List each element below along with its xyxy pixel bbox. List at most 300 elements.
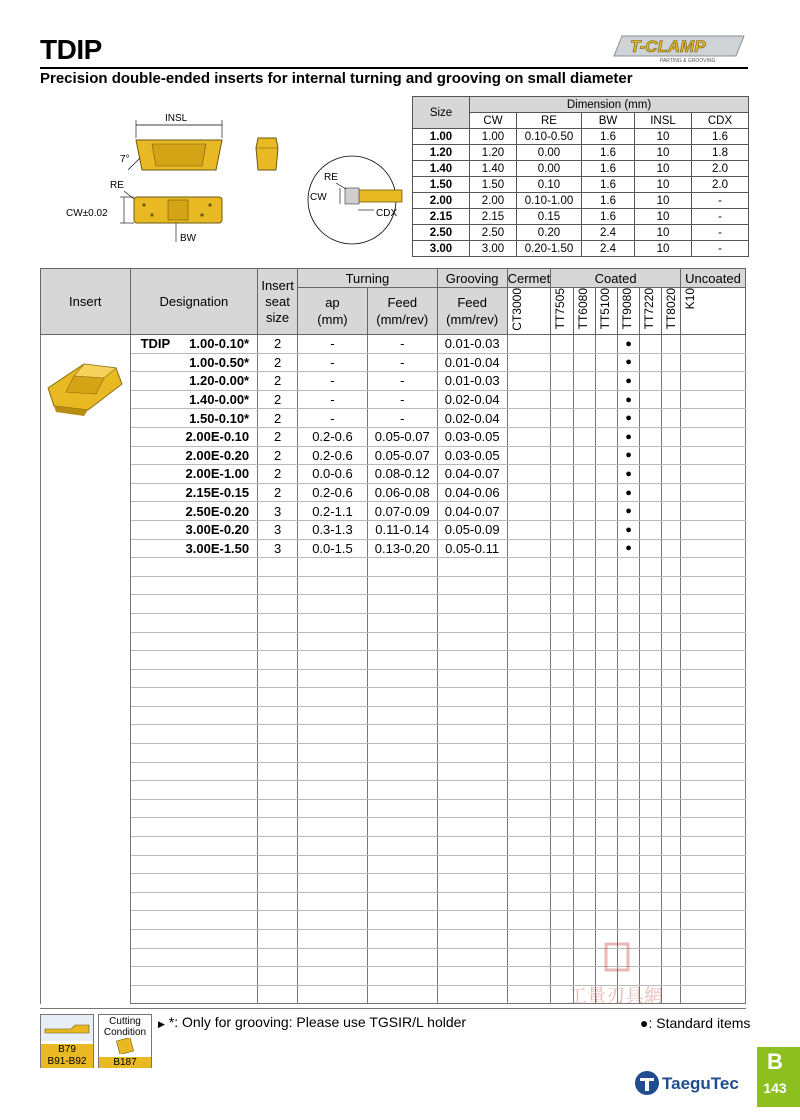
empty-table-row: [41, 688, 746, 707]
col-group-uncoated: Uncoated: [680, 269, 745, 288]
grade-cell-tt7505: [551, 372, 574, 391]
grade-cell-ct3000: [507, 725, 551, 744]
grade-cell-tt5100: [596, 595, 618, 614]
grade-cell-tt7505: [551, 576, 574, 595]
table-row: [41, 465, 746, 484]
designation-cell: [130, 446, 258, 465]
gfeed-cell: [437, 985, 507, 1004]
grade-cell-ct3000: [507, 762, 551, 781]
designation-cell: [130, 520, 258, 539]
grade-cell-ct3000: [507, 446, 551, 465]
dimension-table: [412, 96, 749, 257]
designation-code: 2.00E-1.00: [185, 466, 250, 482]
grade-k10: K10: [680, 288, 745, 335]
empty-table-row: [41, 837, 746, 856]
grade-cell-tt5100: [596, 558, 618, 577]
seat-cell: [258, 558, 298, 577]
grade-cell-tt8020: [662, 725, 681, 744]
seat-cell: [258, 688, 298, 707]
feed-cell: 0.05-0.07: [367, 446, 437, 465]
grade-cell-tt7505: [551, 465, 574, 484]
grade-cell-tt6080: [574, 688, 596, 707]
grade-cell-ct3000: [507, 372, 551, 391]
grade-cell-ct3000: [507, 483, 551, 502]
grooving-note: [158, 1014, 466, 1030]
dim-cell-cdx: -: [692, 241, 749, 257]
feed-cell: -: [367, 372, 437, 391]
seat-cell: 2: [258, 483, 298, 502]
seat-cell: 3: [258, 539, 298, 558]
designation-code: 1.00-0.10*: [189, 336, 250, 352]
feed-cell: [367, 818, 437, 837]
grade-cell-tt7220: [640, 539, 662, 558]
dim-cell-re: 0.20-1.50: [517, 241, 582, 257]
dim-cell-insl: 10: [635, 177, 692, 193]
grade-cell-k10: [680, 558, 745, 577]
grade-cell-tt7505: [551, 818, 574, 837]
seat-cell: [258, 595, 298, 614]
ap-cell: [298, 930, 368, 949]
grade-cell-tt7220: [640, 781, 662, 800]
dim-cell-cw: 2.15: [470, 209, 517, 225]
gfeed-cell: [437, 781, 507, 800]
grade-cell-tt7220: [640, 595, 662, 614]
grade-cell-tt5100: [596, 837, 618, 856]
seat-cell: [258, 706, 298, 725]
feed-cell: [367, 892, 437, 911]
grade-cell-tt5100: [596, 725, 618, 744]
grade-cell-tt6080: [574, 409, 596, 428]
feed-cell: [367, 706, 437, 725]
dim-table-row: [413, 209, 749, 225]
seat-cell: [258, 930, 298, 949]
dim-table-row: [413, 161, 749, 177]
grade-tt5100: TT5100: [596, 288, 618, 335]
grade-cell-ct3000: [507, 911, 551, 930]
designation-cell: [130, 558, 258, 577]
designation-cell: [130, 669, 258, 688]
designation-prefix: TDIP: [140, 336, 171, 352]
grade-cell-ct3000: [507, 930, 551, 949]
gfeed-cell: [437, 930, 507, 949]
grade-cell-tt9080: [618, 762, 640, 781]
designation-cell: [130, 595, 258, 614]
ap-cell: [298, 669, 368, 688]
grade-cell-tt7220: [640, 725, 662, 744]
designation-cell: [130, 502, 258, 521]
dim-col-cw: CW: [470, 113, 517, 129]
grade-cell-tt9080: ●: [618, 446, 640, 465]
designation-code: 1.20-0.00*: [189, 373, 250, 389]
ap-cell: -: [298, 335, 368, 354]
seat-cell: [258, 613, 298, 632]
seat-cell: 2: [258, 427, 298, 446]
feed-cell: [367, 669, 437, 688]
grade-cell-tt6080: [574, 669, 596, 688]
insert-detail-view: [308, 156, 402, 244]
grade-cell-tt5100: [596, 688, 618, 707]
seat-cell: [258, 725, 298, 744]
grade-cell-tt7220: [640, 613, 662, 632]
col-seat-size: [258, 269, 298, 335]
grade-cell-tt5100: [596, 446, 618, 465]
seat-cell: 2: [258, 353, 298, 372]
ap-cell: [298, 558, 368, 577]
grade-cell-tt7505: [551, 911, 574, 930]
section-tab: [757, 1047, 800, 1107]
col-turning-feed: [367, 288, 437, 335]
grade-cell-tt7220: [640, 855, 662, 874]
grade-cell-tt5100: [596, 483, 618, 502]
designation-code: 1.00-0.50*: [189, 354, 250, 370]
gfeed-cell: [437, 967, 507, 986]
grade-cell-k10: [680, 539, 745, 558]
feed-cell: [367, 613, 437, 632]
grade-cell-ct3000: [507, 967, 551, 986]
designation-cell: [130, 353, 258, 372]
grade-cell-k10: [680, 855, 745, 874]
dim-cell-re: 0.20: [517, 225, 582, 241]
grade-cell-tt7220: [640, 651, 662, 670]
gfeed-cell: [437, 892, 507, 911]
grade-cell-tt8020: [662, 874, 681, 893]
grade-cell-tt7220: [640, 688, 662, 707]
grade-cell-k10: [680, 502, 745, 521]
grade-cell-tt8020: [662, 409, 681, 428]
insert-product-image: [44, 358, 126, 420]
feed-cell: [367, 781, 437, 800]
ap-cell: [298, 948, 368, 967]
taegutec-logo-icon: [634, 1070, 660, 1096]
grade-cell-tt9080: [618, 632, 640, 651]
grade-ct3000: CT3000: [507, 288, 551, 335]
grade-cell-tt7220: [640, 446, 662, 465]
dim-cell-insl: 10: [635, 145, 692, 161]
grade-cell-tt5100: [596, 651, 618, 670]
grade-cell-tt7220: [640, 892, 662, 911]
dim-cell-insl: 10: [635, 193, 692, 209]
grade-cell-tt7220: [640, 911, 662, 930]
grade-cell-k10: [680, 372, 745, 391]
dim-cell-size: 1.20: [413, 145, 470, 161]
grade-cell-tt6080: [574, 651, 596, 670]
ap-cell: 0.2-0.6: [298, 446, 368, 465]
table-row: [41, 446, 746, 465]
grade-cell-tt7505: [551, 837, 574, 856]
ap-cell: [298, 967, 368, 986]
designation-cell: [130, 632, 258, 651]
dim-cell-cw: 1.40: [470, 161, 517, 177]
grade-cell-tt7505: [551, 595, 574, 614]
designation-cell: [130, 427, 258, 446]
grade-cell-ct3000: [507, 465, 551, 484]
grade-cell-ct3000: [507, 892, 551, 911]
dim-col-re: RE: [517, 113, 582, 129]
grade-cell-tt9080: ●: [618, 372, 640, 391]
gfeed-cell: [437, 706, 507, 725]
table-row: [41, 390, 746, 409]
empty-table-row: [41, 762, 746, 781]
grade-cell-k10: [680, 837, 745, 856]
feed-cell: [367, 930, 437, 949]
grade-cell-k10: [680, 446, 745, 465]
col-group-turning: Turning: [298, 269, 438, 288]
feed-cell: [367, 799, 437, 818]
dim-cell-bw: 1.6: [582, 177, 635, 193]
grade-cell-tt8020: [662, 744, 681, 763]
seat-cell: [258, 837, 298, 856]
holder-reference-box[interactable]: [40, 1014, 94, 1068]
grade-cell-tt7220: [640, 372, 662, 391]
grade-cell-tt5100: [596, 911, 618, 930]
re-label: RE: [110, 180, 124, 191]
gfeed-cell: [437, 948, 507, 967]
dim-col-cdx: CDX: [692, 113, 749, 129]
dim-cell-bw: 2.4: [582, 241, 635, 257]
designation-cell: [130, 967, 258, 986]
dim-cell-cdx: 1.8: [692, 145, 749, 161]
grade-cell-tt5100: [596, 427, 618, 446]
dim-cell-cdx: 2.0: [692, 177, 749, 193]
feed-cell: [367, 744, 437, 763]
grade-cell-tt8020: [662, 837, 681, 856]
grade-cell-k10: [680, 427, 745, 446]
ap-cell: [298, 706, 368, 725]
ap-cell: [298, 837, 368, 856]
seat-cell: [258, 892, 298, 911]
grade-cell-tt8020: [662, 353, 681, 372]
grade-cell-tt8020: [662, 427, 681, 446]
grade-tt6080: TT6080: [574, 288, 596, 335]
grade-cell-tt7220: [640, 390, 662, 409]
grade-cell-tt6080: [574, 446, 596, 465]
grade-cell-tt5100: [596, 781, 618, 800]
gfeed-cell: [437, 744, 507, 763]
grade-cell-tt9080: [618, 744, 640, 763]
grade-cell-tt6080: [574, 520, 596, 539]
seat-cell: 2: [258, 390, 298, 409]
grade-cell-tt7220: [640, 874, 662, 893]
dim-cell-size: 2.15: [413, 209, 470, 225]
grade-cell-tt5100: [596, 502, 618, 521]
designation-cell: [130, 372, 258, 391]
grade-cell-tt8020: [662, 595, 681, 614]
seat-cell: [258, 985, 298, 1004]
designation-cell: [130, 409, 258, 428]
grade-cell-k10: [680, 818, 745, 837]
seat-cell: [258, 651, 298, 670]
col-group-grooving: Grooving: [437, 269, 507, 288]
grade-cell-tt7220: [640, 744, 662, 763]
feed-cell: 0.08-0.12: [367, 465, 437, 484]
empty-table-row: [41, 613, 746, 632]
grade-cell-ct3000: [507, 781, 551, 800]
table-row: [41, 520, 746, 539]
seat-header-line2: seat: [265, 293, 290, 309]
empty-table-row: [41, 651, 746, 670]
grade-cell-ct3000: [507, 706, 551, 725]
designation-code: 2.50E-0.20: [185, 503, 250, 519]
grade-cell-tt6080: [574, 483, 596, 502]
grade-tt7220: TT7220: [640, 288, 662, 335]
grade-tt7505: TT7505: [551, 288, 574, 335]
ap-header-line2: (mm): [317, 312, 348, 327]
grade-cell-tt6080: [574, 744, 596, 763]
grade-cell-tt7220: [640, 818, 662, 837]
feed-cell: -: [367, 353, 437, 372]
grade-cell-tt8020: [662, 335, 681, 354]
grade-cell-tt5100: [596, 799, 618, 818]
grade-cell-tt8020: [662, 669, 681, 688]
ap-cell: [298, 762, 368, 781]
gfeed-cell: 0.04-0.06: [437, 483, 507, 502]
grade-cell-tt7220: [640, 427, 662, 446]
grade-cell-tt5100: [596, 632, 618, 651]
dim-cell-cw: 1.50: [470, 177, 517, 193]
designation-cell: [130, 539, 258, 558]
grade-cell-tt6080: [574, 539, 596, 558]
designation-cell: [130, 335, 258, 354]
designation-cell: [130, 818, 258, 837]
table-row: [41, 372, 746, 391]
designation-code: 2.00E-0.10: [185, 429, 250, 445]
ap-cell: [298, 855, 368, 874]
dim-cell-size: 1.40: [413, 161, 470, 177]
feed-cell: [367, 576, 437, 595]
grade-cell-k10: [680, 930, 745, 949]
dim-cell-cw: 1.00: [470, 129, 517, 145]
grade-cell-tt6080: [574, 632, 596, 651]
designation-cell: [130, 465, 258, 484]
table-row: [41, 335, 746, 354]
grade-cell-tt7505: [551, 520, 574, 539]
dim-group-header: Dimension (mm): [470, 97, 749, 113]
feed-cell: [367, 911, 437, 930]
grade-cell-tt6080: [574, 892, 596, 911]
detail-re-label: RE: [324, 172, 338, 183]
designation-cell: [130, 874, 258, 893]
grade-cell-tt8020: [662, 390, 681, 409]
grade-cell-tt7220: [640, 483, 662, 502]
ap-cell: [298, 781, 368, 800]
grade-cell-tt5100: [596, 372, 618, 391]
ap-cell: [298, 818, 368, 837]
grade-cell-tt7505: [551, 483, 574, 502]
seat-cell: [258, 762, 298, 781]
grade-cell-tt7505: [551, 632, 574, 651]
dim-cell-insl: 10: [635, 161, 692, 177]
grade-cell-ct3000: [507, 874, 551, 893]
grade-cell-tt9080: [618, 595, 640, 614]
dim-cell-cw: 2.00: [470, 193, 517, 209]
detail-cw-label: CW: [310, 192, 327, 203]
grade-cell-tt8020: [662, 911, 681, 930]
grade-cell-tt7505: [551, 613, 574, 632]
dim-cell-size: 3.00: [413, 241, 470, 257]
grade-cell-tt7505: [551, 781, 574, 800]
feed-cell: 0.11-0.14: [367, 520, 437, 539]
table-row: [41, 502, 746, 521]
ap-cell: [298, 651, 368, 670]
header-rule: [40, 67, 748, 69]
grade-cell-k10: [680, 725, 745, 744]
grade-cell-k10: [680, 892, 745, 911]
feed-cell: 0.06-0.08: [367, 483, 437, 502]
gfeed-cell: [437, 837, 507, 856]
grade-cell-tt7505: [551, 799, 574, 818]
dim-cell-cdx: -: [692, 209, 749, 225]
arrow-right-icon: ▶: [158, 1019, 165, 1029]
grade-cell-tt6080: [574, 372, 596, 391]
grade-cell-tt9080: ●: [618, 427, 640, 446]
insert-grade-table: [40, 268, 746, 1004]
feed-cell: -: [367, 335, 437, 354]
empty-table-row: [41, 855, 746, 874]
grade-cell-tt7505: [551, 874, 574, 893]
grade-cell-tt9080: [618, 837, 640, 856]
grade-cell-tt7505: [551, 855, 574, 874]
gfeed-cell: [437, 669, 507, 688]
col-ap: [298, 288, 368, 335]
grade-cell-k10: [680, 874, 745, 893]
holder-icon: [41, 1015, 93, 1041]
grade-cell-ct3000: [507, 948, 551, 967]
page-number: 143: [763, 1080, 787, 1096]
grade-cell-k10: [680, 465, 745, 484]
insert-top-view: [120, 113, 222, 170]
ap-cell: [298, 576, 368, 595]
gfeed-cell: [437, 855, 507, 874]
empty-table-row: [41, 595, 746, 614]
grade-cell-tt8020: [662, 799, 681, 818]
dim-cell-insl: 10: [635, 209, 692, 225]
gfeed-cell: 0.02-0.04: [437, 390, 507, 409]
grade-cell-ct3000: [507, 558, 551, 577]
dim-table-row: [413, 225, 749, 241]
feed-cell: [367, 948, 437, 967]
grade-cell-tt8020: [662, 483, 681, 502]
designation-cell: [130, 948, 258, 967]
grade-cell-tt9080: [618, 799, 640, 818]
grade-cell-ct3000: [507, 837, 551, 856]
cutting-condition-box[interactable]: [98, 1014, 152, 1068]
designation-cell: [130, 781, 258, 800]
gfeed-cell: [437, 725, 507, 744]
grade-cell-tt7220: [640, 576, 662, 595]
dim-cell-cdx: -: [692, 225, 749, 241]
grade-cell-tt5100: [596, 539, 618, 558]
grade-cell-tt9080: [618, 651, 640, 670]
cutting-condition-page: B187: [99, 1057, 151, 1068]
grade-cell-tt7505: [551, 669, 574, 688]
grade-cell-tt9080: ●: [618, 520, 640, 539]
seat-cell: [258, 967, 298, 986]
grade-cell-k10: [680, 744, 745, 763]
grade-cell-tt5100: [596, 744, 618, 763]
grade-cell-tt7220: [640, 353, 662, 372]
dim-cell-re: 0.10: [517, 177, 582, 193]
grade-cell-k10: [680, 669, 745, 688]
grade-cell-tt9080: [618, 688, 640, 707]
grade-cell-k10: [680, 651, 745, 670]
grade-tt8020: TT8020: [662, 288, 681, 335]
dim-table-row: [413, 241, 749, 257]
feed-cell: [367, 651, 437, 670]
grade-cell-k10: [680, 576, 745, 595]
grade-cell-k10: [680, 390, 745, 409]
ap-cell: [298, 892, 368, 911]
grade-cell-tt9080: [618, 855, 640, 874]
